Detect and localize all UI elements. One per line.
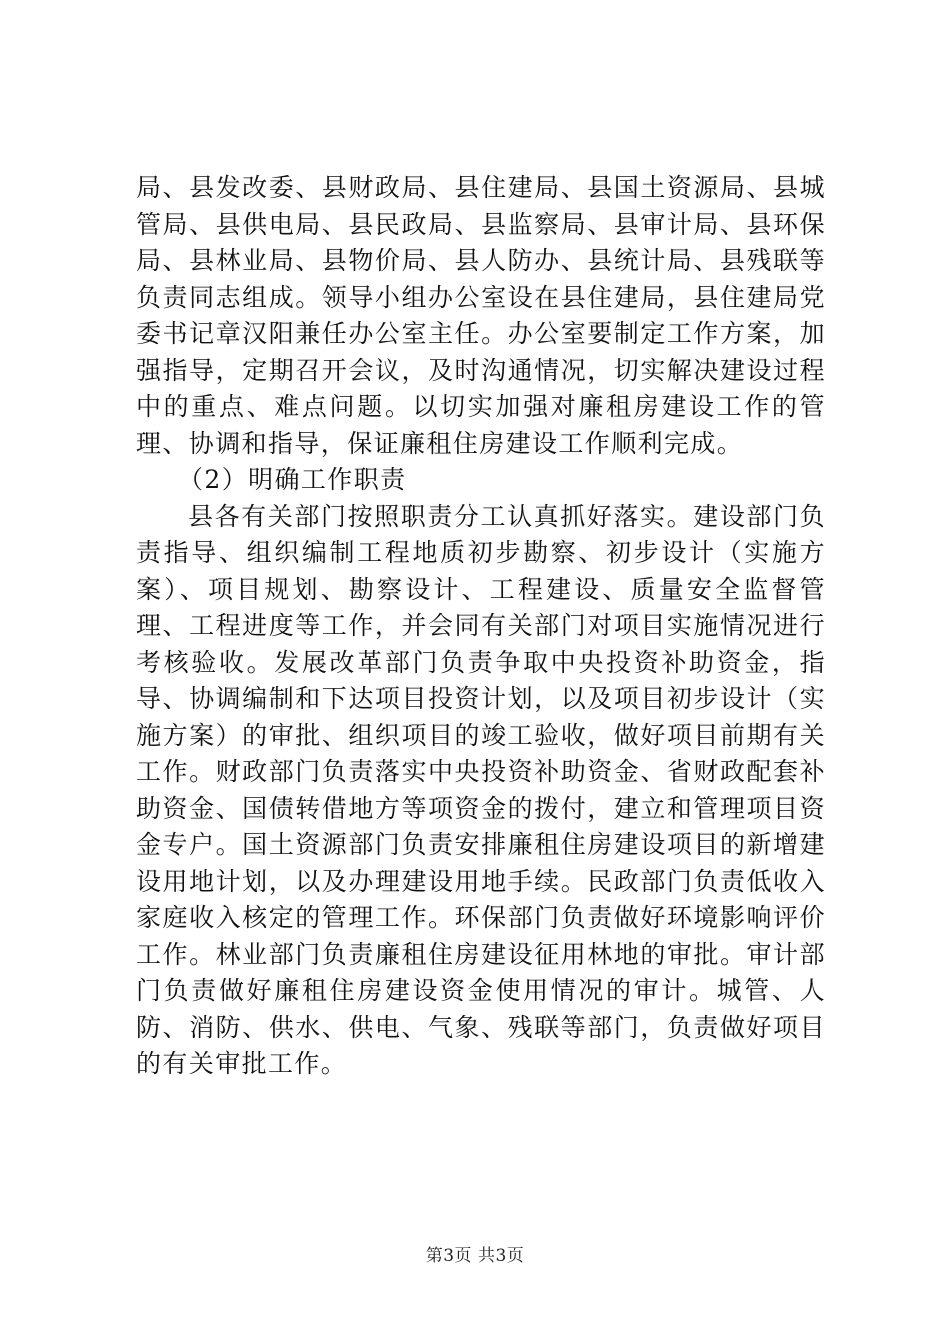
paragraph-leadership-group: 局、县发改委、县财政局、县住建局、县国土资源局、县城管局、县供电局、县民政局、县监察局、县审计局、县环保局、县林业局、县物价局、县人防办、县统计局、县残联等负责同志组成。领导小组办公室设在县住建局，县住建局党委书记章汉阳兼任办公室主任。办公室要制定工作方案，加强指导，定期召开会议，及时沟通情况，切实解决建设过程中的重点、难点问题。以切实加强对廉租房建设工作的管理、协调和指导，保证廉租住房建设工作顺利完成。 <box>136 173 826 458</box>
paragraph-duties: 县各有关部门按照职责分工认真抓好落实。建设部门负责指导、组织编制工程地质初步勘察、初步设计（实施方案）、项目规划、勘察设计、工程建设、质量安全监督管理、工程进度等工作，并会同有关部门对项目实施情况进行考核验收。发展改革部门负责争取中央投资补助资金，指导、协调编制和下达项目投资计划，以及项目初步设计（实施方案）的审批、组织项目的竣工验收，做好项目前期有关工作。财政部门负责落实中央投资补助资金、省财政配套补助资金、国债转借地方等项资金的拨付，建立和管理项目资金专户。国土资源部门负责安排廉租住房建设项目的新增建设用地计划，以及办理建设用地手续。民政部门负责低收入家庭收入核定的管理工作。环保部门负责做好环境影响评价工作。林业部门负责廉租住房建设征用林地的审批。审计部门负责做好廉租住房建设资金使用情况的审计。城管、人防、消防、供水、供电、气象、残联等部门，负责做好项目的有关审批工作。 <box>136 501 826 1078</box>
page-footer: 第3页 共3页 <box>425 1246 525 1266</box>
section-heading: （2）明确工作职责 <box>178 465 407 494</box>
document-body <box>136 170 826 1083</box>
